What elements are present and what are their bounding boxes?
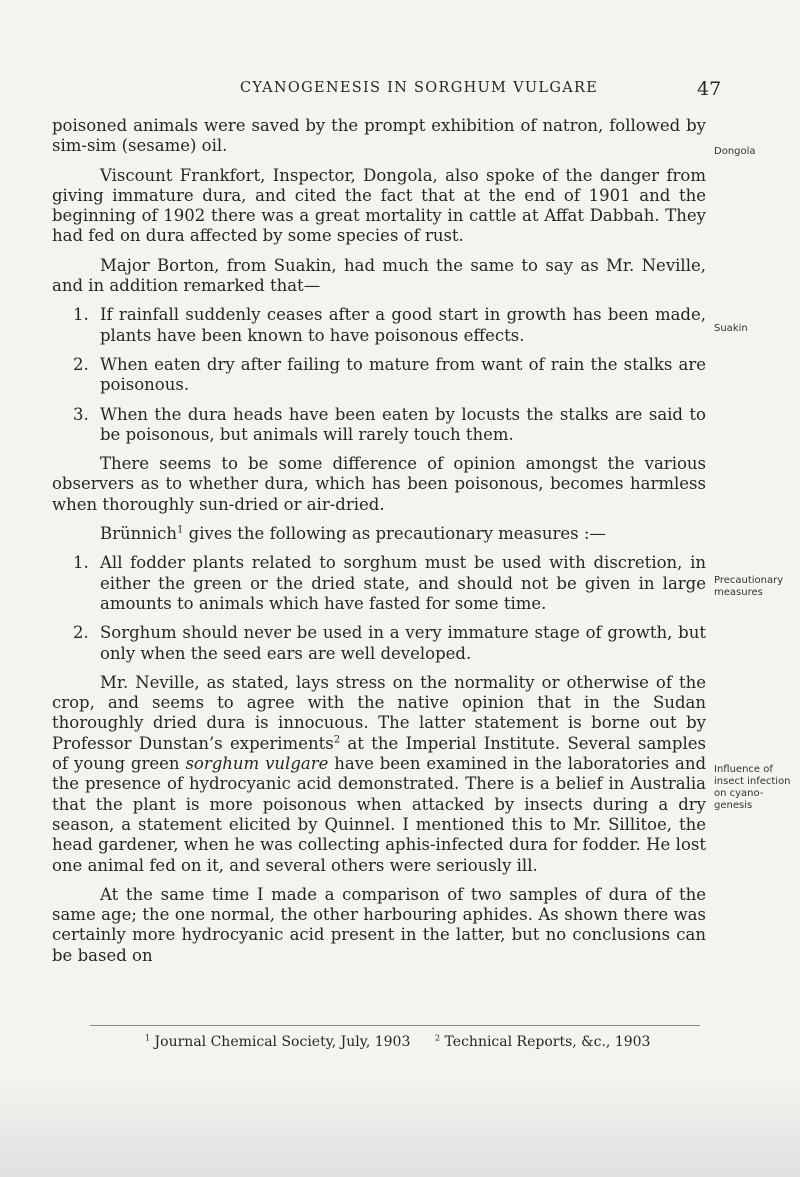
list-item bbox=[73, 405, 706, 446]
footnote-ref: 1 bbox=[177, 524, 184, 536]
list-text: If rainfall suddenly ceases after a good start in growth has been made, plants have been known to have poisonous effects. bbox=[100, 305, 706, 345]
paragraph-6 bbox=[52, 673, 706, 876]
list-text: When eaten dry after failing to mature from want of rain the stalks are poisonous. bbox=[100, 354, 706, 395]
paragraph-5 bbox=[52, 524, 706, 544]
margin-note-precautionary: Precautionary measures bbox=[714, 575, 784, 598]
paragraph-6-part-a: Mr. Neville, as stated, lays stress on the normality or otherwise of the crop, and seems to agree with the native opinion that in the Sudan thoroughly dried dura is innocuous. The latter statement is borne out by Professor Dunstan’s experiments bbox=[52, 672, 706, 753]
list-item bbox=[73, 355, 706, 396]
paragraph-2: Viscount Frankfort, Inspector, Dongola, also spoke of the danger from giving immature dura, and cited the fact that at the end of 1901 and the beginning of 1902 there was a great mortality in cattle at Affat Dabbah. They had fed on dura affected by some species of rust. bbox=[52, 165, 706, 246]
footnote-text: Technical Reports, &c., 1903 bbox=[444, 1034, 651, 1050]
footnote-number: 2 bbox=[435, 1033, 441, 1043]
paragraph-5-text: gives the following as precautionary measures :— bbox=[183, 524, 606, 544]
footnote-2 bbox=[435, 1034, 650, 1050]
list-number: 1. bbox=[73, 553, 89, 573]
list-number: 2. bbox=[73, 623, 89, 643]
footnote-ref: 2 bbox=[333, 734, 341, 746]
list-item bbox=[73, 305, 706, 346]
paragraph-3: Major Borton, from Suakin, had much the same to say as Mr. Neville, and in addition remarked that— bbox=[52, 255, 706, 296]
list-number: 3. bbox=[73, 404, 89, 424]
margin-note-dongola: Dongola bbox=[714, 146, 756, 157]
margin-note-influence: Influence of insect infection on cyano-genesis bbox=[714, 764, 791, 811]
margin-note-suakin: Suakin bbox=[714, 323, 748, 334]
list-text: Sorghum should never be used in a very immature stage of growth, but only when the seed ears are well developed. bbox=[100, 623, 706, 663]
footnote-1 bbox=[145, 1034, 410, 1050]
paragraph-6-part-b: at the Imperial Institute. Several samples of young green bbox=[52, 733, 706, 774]
running-title: CYANOGENESIS IN SORGHUM VULGARE bbox=[240, 80, 599, 96]
footnote-text: Journal Chemical Society, July, 1903 bbox=[154, 1034, 411, 1050]
body-text bbox=[52, 116, 706, 975]
paragraph-4: There seems to be some difference of opinion amongst the various observers as to whether dura, which has been poisonous, becomes harmless when thoroughly sun-dried or air-dried. bbox=[52, 454, 706, 514]
list-text: All fodder plants related to sorghum must be used with discretion, in either the green or the dried state, and should not be given in large amounts to animals which have fasted for some time. bbox=[100, 553, 706, 613]
paragraph-6-part-c: have been examined in the laboratories and the presence of hydrocyanic acid demonstrated. There is a belief in Australia that the plant is more poisonous when attacked by insects during a dry season, a statement elicited by Quinnel. I mentioned this to Mr. Sillitoe, the head gardener, when he was collecting aphis-infected dura for fodder. He lost one animal fed on it, and several others were seriously ill. bbox=[52, 754, 707, 875]
paragraph-1: poisoned animals were saved by the prompt exhibition of natron, followed by sim-sim (sesame) oil. bbox=[52, 116, 706, 156]
paragraph-7: At the same time I made a comparison of two samples of dura of the same age; the one normal, the other harbouring aphides. As shown there was certainly more hydrocyanic acid present in the latter, but no conclusions can be based on bbox=[52, 884, 706, 965]
list-number: 2. bbox=[73, 354, 89, 374]
page-number: 47 bbox=[697, 78, 722, 100]
list-number: 1. bbox=[73, 305, 89, 325]
author-name: Brünnich bbox=[100, 524, 178, 544]
footnote-divider bbox=[90, 1025, 700, 1026]
list-item bbox=[73, 553, 706, 614]
list-item bbox=[73, 623, 706, 664]
footnote-number: 1 bbox=[145, 1033, 151, 1043]
species-name: sorghum vulgare bbox=[185, 754, 329, 774]
page-shadow bbox=[0, 1077, 800, 1177]
list-text: When the dura heads have been eaten by locusts the stalks are said to be poisonous, but animals will rarely touch them. bbox=[100, 404, 706, 444]
